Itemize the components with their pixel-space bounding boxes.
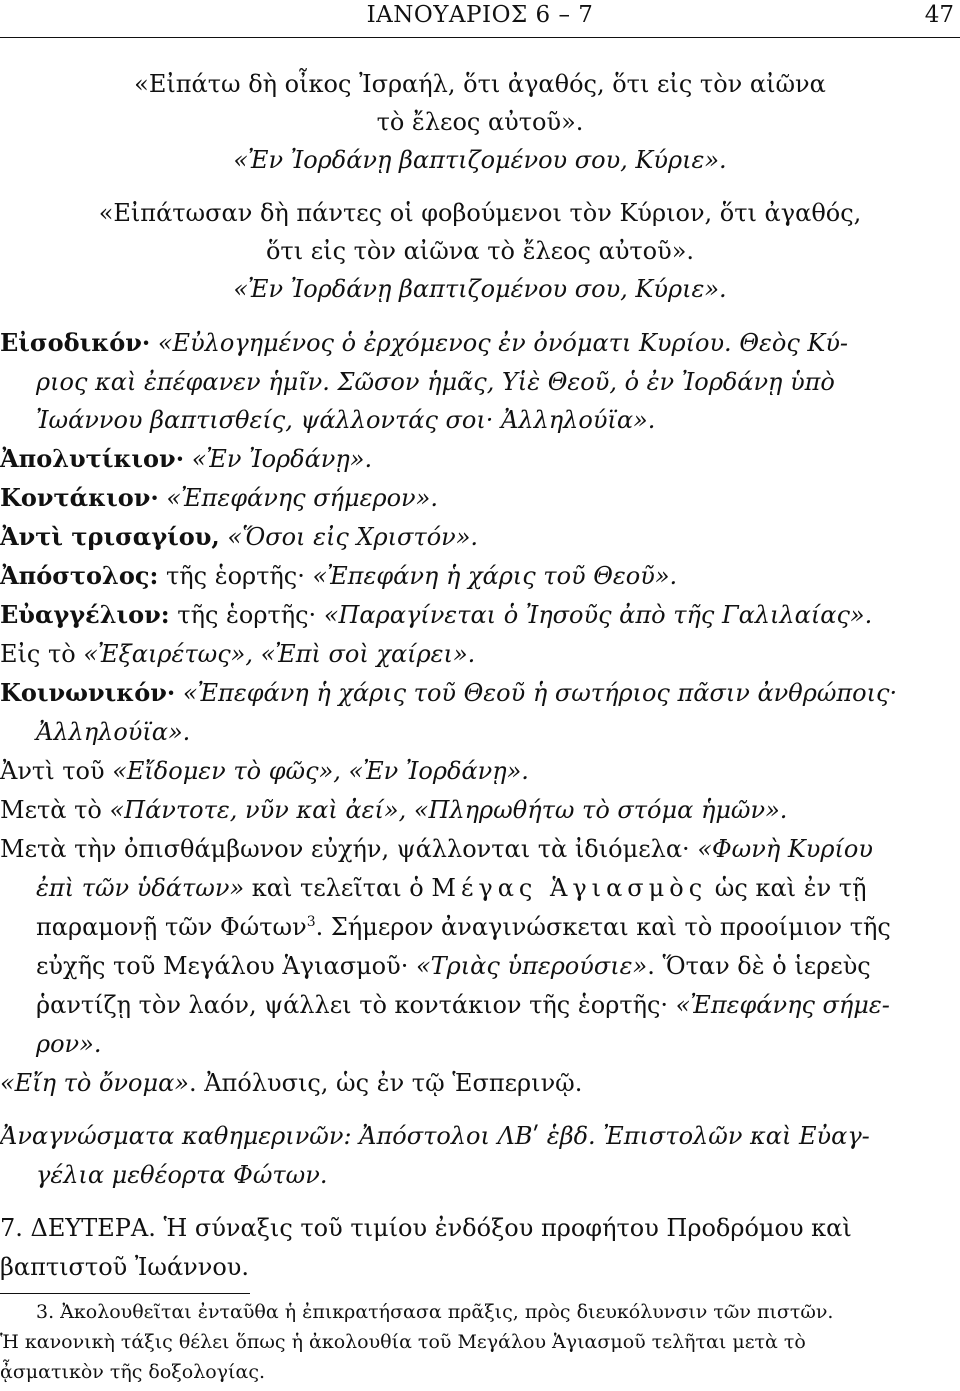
evangelion-line	[0, 597, 960, 633]
verse-2-line-1: «Εἰπάτωσαν δὴ πάντες οἱ φοβούμενοι τὸν Κύριον, ὅτι ἀγαθός,	[98, 199, 862, 227]
meta-to-text: «Πάντοτε, νῦν καὶ ἀεί», «Πληρωθήτω τὸ στόμα ἡμῶν».	[109, 796, 788, 824]
opisthambonos-line-5	[36, 987, 960, 1023]
footnote-line-1: 3. Ἀκολουθεῖται ἐνταῦθα ἡ ἐπικρατήσασα πρᾶξις, πρὸς διευκόλυνσιν τῶν πιστῶν.	[36, 1301, 834, 1323]
day7-line-1	[0, 1210, 960, 1246]
header-title: ΙΑΝΟΥΑΡΙΟΣ 6 – 7	[366, 2, 594, 28]
verse-1-line-2: τὸ ἔλεος αὐτοῦ».	[376, 108, 584, 136]
apolytikion-label: Ἀπολυτίκιον·	[0, 444, 185, 473]
evangelion-feast: τῆς ἑορτῆς·	[169, 601, 317, 629]
anti-tou-plain: Ἀντὶ τοῦ	[0, 757, 113, 785]
kontakion-label: Κοντάκιον·	[0, 483, 159, 512]
opisthambonos-l3-plain-a: παραμονῇ τῶν Φώτων	[36, 913, 307, 941]
footnote-line-2: Ἡ κανονικὴ τάξις θέλει ὅπως ἡ ἀκολουθία τοῦ Μεγάλου Ἁγιασμοῦ τελῆται μετὰ τὸ	[0, 1331, 806, 1353]
page-number: 47	[924, 2, 954, 28]
apostolos-line	[0, 558, 960, 594]
evangelion-text: «Παραγίνεται ὁ Ἰησοῦς ἀπὸ τῆς Γαλιλαίας».	[316, 601, 873, 629]
verse-1-line-1: «Εἰπάτω δὴ οἶκος Ἰσραήλ, ὅτι ἀγαθός, ὅτι εἰς τὸν αἰῶνα	[134, 70, 826, 98]
apolysis-plain: . Ἀπόλυσις, ὡς ἐν τῷ Ἑσπερινῷ.	[188, 1069, 583, 1097]
apolysis-it: «Εἴη τὸ ὄνομα»	[0, 1069, 189, 1097]
verse-2-line-2: ὅτι εἰς τὸν αἰῶνα τὸ ἔλεος αὐτοῦ».	[265, 237, 695, 265]
apolysis-line	[0, 1065, 960, 1101]
eisodikon-line-3: Ἰωάννου βαπτισθείς, ψάλλοντάς σοι· Ἀλληλούϊα».	[36, 406, 656, 434]
koinonikon-label: Κοινωνικόν·	[0, 678, 176, 707]
opisthambonos-l4-plain-b: . Ὅταν δὲ ὁ ἱερεὺς	[647, 952, 871, 980]
koinonikon-text-1: «Ἐπεφάνη ἡ χάρις τοῦ Θεοῦ ἡ σωτήριος πᾶσιν ἀνθρώποις·	[175, 679, 898, 707]
refrain-2: «Ἐν Ἰορδάνῃ βαπτιζομένου σου, Κύριε».	[233, 275, 727, 303]
koinonikon-line-2: Ἀλληλούϊα».	[36, 718, 191, 746]
footnote-line-3: ᾆσματικὸν τῆς δοξολογίας.	[0, 1361, 265, 1383]
opisthambonos-line-6: ρον».	[36, 1030, 102, 1058]
eisodikon-text-1: «Εὐλογημένος ὁ ἐρχόμενος ἐν ὀνόματι Κυρίου. Θεὸς Κύ-	[150, 329, 849, 357]
opisthambonos-l5-it: «Ἐπεφάνης σήμε-	[675, 991, 890, 1019]
anti-tou-text: «Εἴδομεν τὸ φῶς», «Ἐν Ἰορδάνῃ».	[112, 757, 529, 785]
eis-to-text: «Ἐξαιρέτως», «Ἐπὶ σοὶ χαίρει».	[83, 640, 476, 668]
opisthambonos-l2-plain-a: καὶ τελεῖται ὁ	[244, 874, 432, 902]
apolytikion-line	[0, 441, 960, 477]
eisodikon-label: Εἰσοδικόν·	[0, 328, 151, 357]
meta-to-line	[0, 792, 960, 828]
footnote-rule	[0, 1293, 250, 1294]
trisagion-text: «Ὅσοι εἰς Χριστόν».	[219, 523, 479, 551]
refrain-1: «Ἐν Ἰορδάνῃ βαπτιζομένου σου, Κύριε».	[233, 146, 727, 174]
kontakion-line	[0, 480, 960, 516]
apostolos-text: «Ἐπεφάνη ἡ χάρις τοῦ Θεοῦ».	[304, 562, 678, 590]
opisthambonos-l2-plain-b: ὡς καὶ ἐν τῇ	[707, 874, 867, 902]
eis-to-line	[0, 636, 960, 672]
opisthambonos-line-1	[0, 831, 960, 867]
running-header	[0, 0, 960, 38]
opisthambonos-l3-plain-b: . Σήμερον ἀναγινώσκεται καὶ τὸ προοίμιον τῆς	[315, 913, 891, 941]
kontakion-text: «Ἐπεφάνης σήμερον».	[158, 484, 438, 512]
apostolos-feast: τῆς ἑορτῆς·	[158, 562, 305, 590]
apolytikion-text: «Ἐν Ἰορδάνῃ».	[184, 445, 373, 473]
opisthambonos-l1-plain: Μετὰ τὴν ὀπισθάμβωνον εὐχήν, ψάλλονται τὰ ἰδιόμελα·	[0, 835, 698, 863]
evangelion-label: Εὐαγγέλιον:	[0, 600, 170, 629]
readings-line-1: Ἀναγνώσματα καθημερινῶν: Ἀπόστολοι ΛΒʹ ἑβδ. Ἐπιστολῶν καὶ Εὐαγ-	[0, 1122, 870, 1150]
header-rule	[0, 37, 960, 38]
eisodikon-line-1	[0, 325, 960, 361]
anti-tou-line	[0, 753, 960, 789]
trisagion-label: Ἀντὶ τρισαγίου,	[0, 522, 220, 551]
opisthambonos-l5-plain: ῥαντίζῃ τὸν λαόν, ψάλλει τὸ κοντάκιον τῆς ἑορτῆς·	[36, 991, 676, 1019]
eisodikon-line-2: ριος καὶ ἐπέφανεν ἡμῖν. Σῶσον ἡμᾶς, Υἱὲ Θεοῦ, ὁ ἐν Ἰορδάνῃ ὑπὸ	[36, 368, 835, 396]
readings-line-2: γέλια μεθέορτα Φώτων.	[36, 1161, 328, 1189]
megas-agiasmos-spaced: Μέγας Ἁγιασμὸς	[431, 874, 708, 902]
day7-line-2: βαπτιστοῦ Ἰωάννου.	[0, 1253, 249, 1281]
footnote-ref-3[interactable]: 3	[306, 914, 316, 930]
apostolos-label: Ἀπόστολος:	[0, 561, 159, 590]
opisthambonos-l4-it: «Τριὰς ὑπερούσιε»	[415, 952, 648, 980]
trisagion-line	[0, 519, 960, 555]
opisthambonos-l1-it: «Φωνὴ Κυρίου	[697, 835, 873, 863]
opisthambonos-line-3	[36, 909, 960, 945]
meta-to-plain: Μετὰ τὸ	[0, 796, 110, 824]
opisthambonos-line-4	[36, 948, 960, 984]
day7-label: 7. ΔΕΥΤΕΡΑ.	[0, 1214, 156, 1242]
koinonikon-line-1	[0, 675, 960, 711]
eis-to-plain: Εἰς τὸ	[0, 640, 84, 668]
day7-text-1: Ἡ σύναξις τοῦ τιμίου ἐνδόξου προφήτου Προδρόμου καὶ	[155, 1214, 852, 1242]
opisthambonos-line-2	[36, 870, 960, 906]
opisthambonos-l2-it: ἐπὶ τῶν ὑδάτων»	[36, 874, 245, 902]
opisthambonos-l4-plain: εὐχῆς τοῦ Μεγάλου Ἁγιασμοῦ·	[36, 952, 416, 980]
